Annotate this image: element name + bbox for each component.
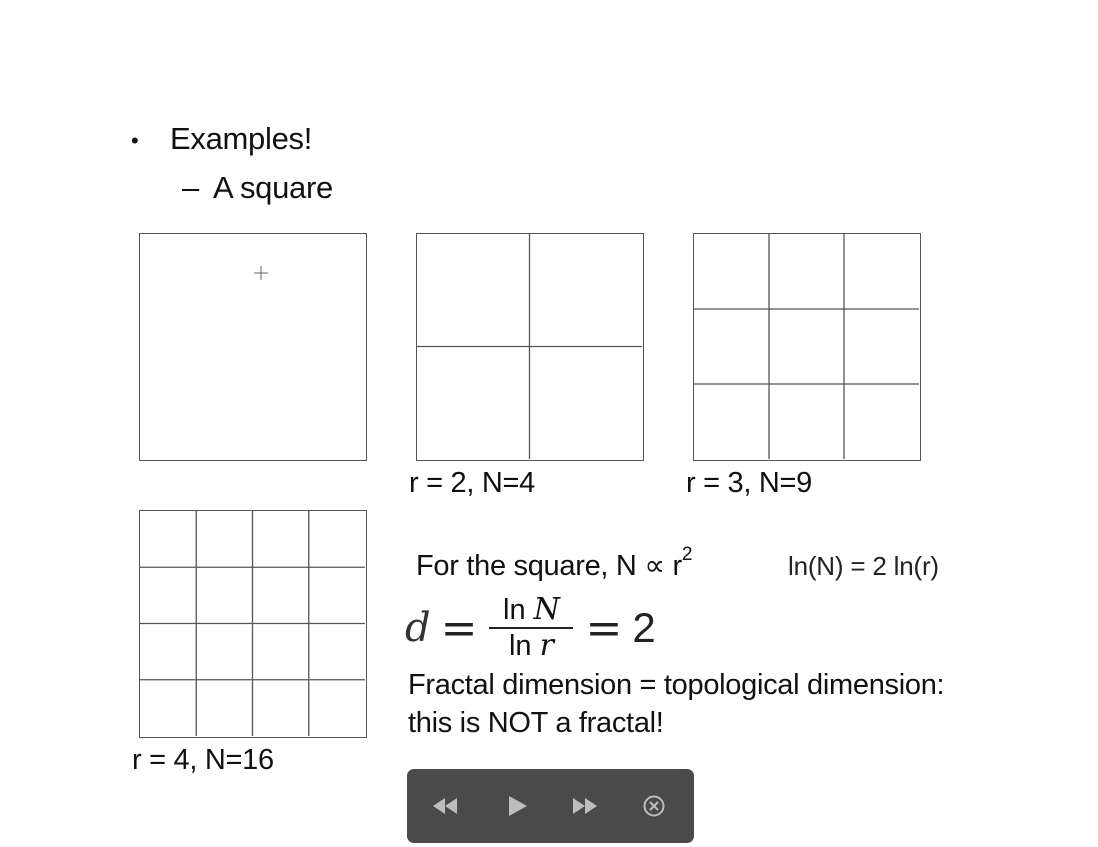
denominator-r: r [539, 628, 554, 663]
fast-forward-button[interactable] [569, 791, 601, 821]
square-grid-1 [139, 233, 367, 461]
dimension-formula [405, 592, 656, 664]
formula-d: d [405, 605, 431, 651]
media-player-bar [407, 769, 694, 843]
close-player-button[interactable] [638, 791, 670, 821]
square-grid-3 [693, 233, 921, 461]
log-relation: ln(N) = 2 ln(r) [788, 551, 939, 581]
fast-forward-icon [569, 791, 601, 821]
play-button[interactable] [503, 791, 535, 821]
bullet-dot: • [131, 128, 139, 153]
bullet-examples: Examples! [170, 121, 313, 156]
square-grid-4 [139, 510, 367, 738]
proportional-exponent: 2 [681, 544, 693, 566]
sub-bullet-dash: – [182, 170, 200, 205]
conclusion-line-1: Fractal dimension = topological dimension: [408, 669, 945, 701]
caption-grid-4: r = 4, N=16 [132, 744, 274, 776]
fraction-numerator [503, 594, 560, 626]
cursor-crosshair-icon [140, 234, 365, 459]
fraction-bar [489, 627, 573, 629]
close-circle-icon [638, 791, 670, 821]
sub-bullet-square: A square [213, 170, 333, 205]
rewind-icon [429, 791, 461, 821]
formula-equals-1: = [440, 602, 478, 654]
fraction-denominator [509, 630, 554, 662]
numerator-ln: ln [503, 594, 526, 626]
formula-fraction [489, 594, 573, 662]
proportional-statement [416, 544, 693, 583]
numerator-n: N [533, 592, 560, 627]
formula-equals-2: = [585, 602, 623, 654]
caption-grid-2: r = 2, N=4 [409, 467, 535, 499]
denominator-ln: ln [508, 630, 532, 662]
caption-grid-3: r = 3, N=9 [686, 467, 812, 499]
play-icon [503, 791, 535, 821]
conclusion-line-2: this is NOT a fractal! [408, 707, 664, 739]
rewind-button[interactable] [429, 791, 461, 821]
formula-result: 2 [632, 604, 656, 651]
square-grid-2 [416, 233, 644, 461]
proportional-text: For the square, N ∝ r [416, 550, 682, 582]
